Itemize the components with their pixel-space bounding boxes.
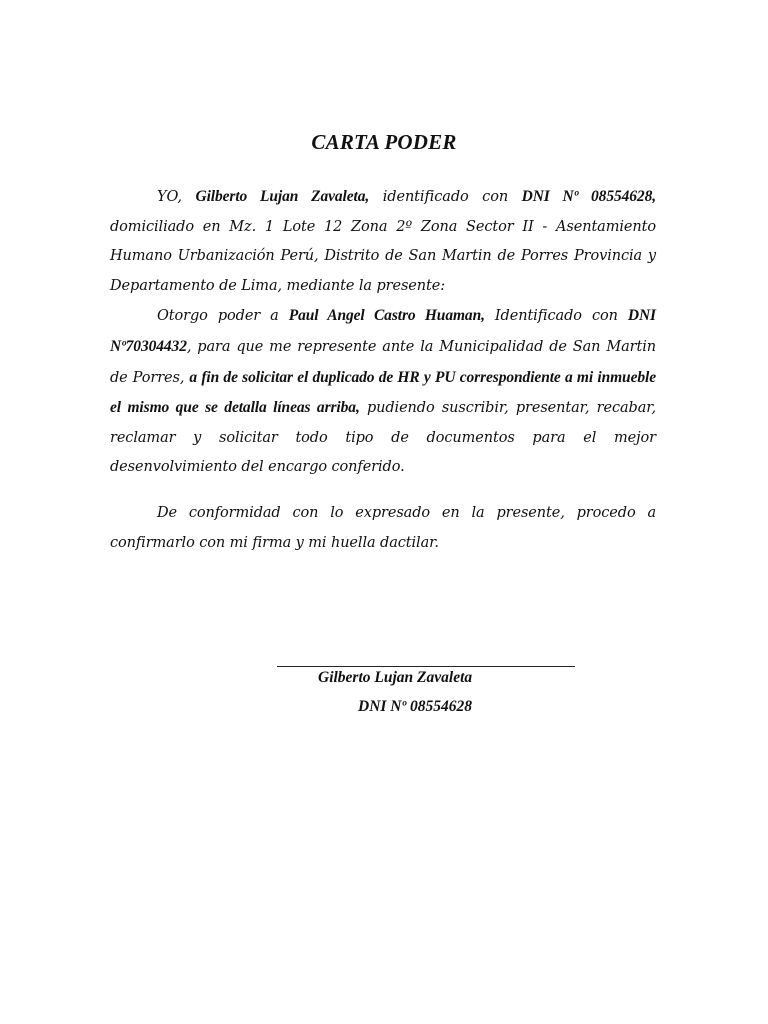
document-body — [110, 182, 656, 558]
paragraph-grantor-address: domiciliado en Mz. 1 Lote 12 Zona 2º Zona Sector II - Asentamiento Humano Urbanización Perú, Distrito de San Martin de Porres Provincia y Departamento de Lima, mediante la presente: — [110, 218, 656, 294]
signature-name: Gilberto Lujan Zavaleta — [318, 669, 473, 686]
paragraph-power — [110, 301, 656, 483]
grantor-name: Gilberto Lujan Zavaleta, — [195, 188, 370, 205]
grantor-dni: DNI Nº 08554628, — [521, 188, 656, 205]
document-title: CARTA PODER — [311, 130, 457, 154]
paragraph-power-text-2: Identificado con — [484, 308, 628, 325]
agent-dni: DNI Nº70304432 — [110, 307, 656, 355]
signature-dni: DNI Nº 08554628 — [358, 698, 473, 715]
signature-line — [277, 666, 575, 667]
power-purpose: a fin de solicitar el duplicado de HR y PU correspondiente a mi inmueble el mismo que se detalla líneas arriba, — [110, 368, 656, 417]
paragraph-power-text-4: pudiendo suscribir, presentar, recabar, reclamar y solicitar todo tipo de documentos para el mejor desenvolvimiento del encargo conferido. — [110, 400, 656, 476]
paragraph-power-intro: Otorgo poder a — [157, 308, 289, 325]
agent-name: Paul Angel Castro Huaman, — [288, 307, 485, 325]
paragraph-grantor-text-2: identificado con — [369, 189, 522, 205]
paragraph-power-text-3: , para que me represente ante la Municipalidad de San Martin de Porres, — [110, 338, 656, 386]
paragraph-grantor — [110, 182, 656, 301]
paragraph-grantor-intro: YO, — [157, 189, 196, 205]
paragraph-conformity: De conformidad con lo expresado en la presente, procedo a confirmarlo con mi firma y mi huella dactilar. — [110, 504, 656, 551]
